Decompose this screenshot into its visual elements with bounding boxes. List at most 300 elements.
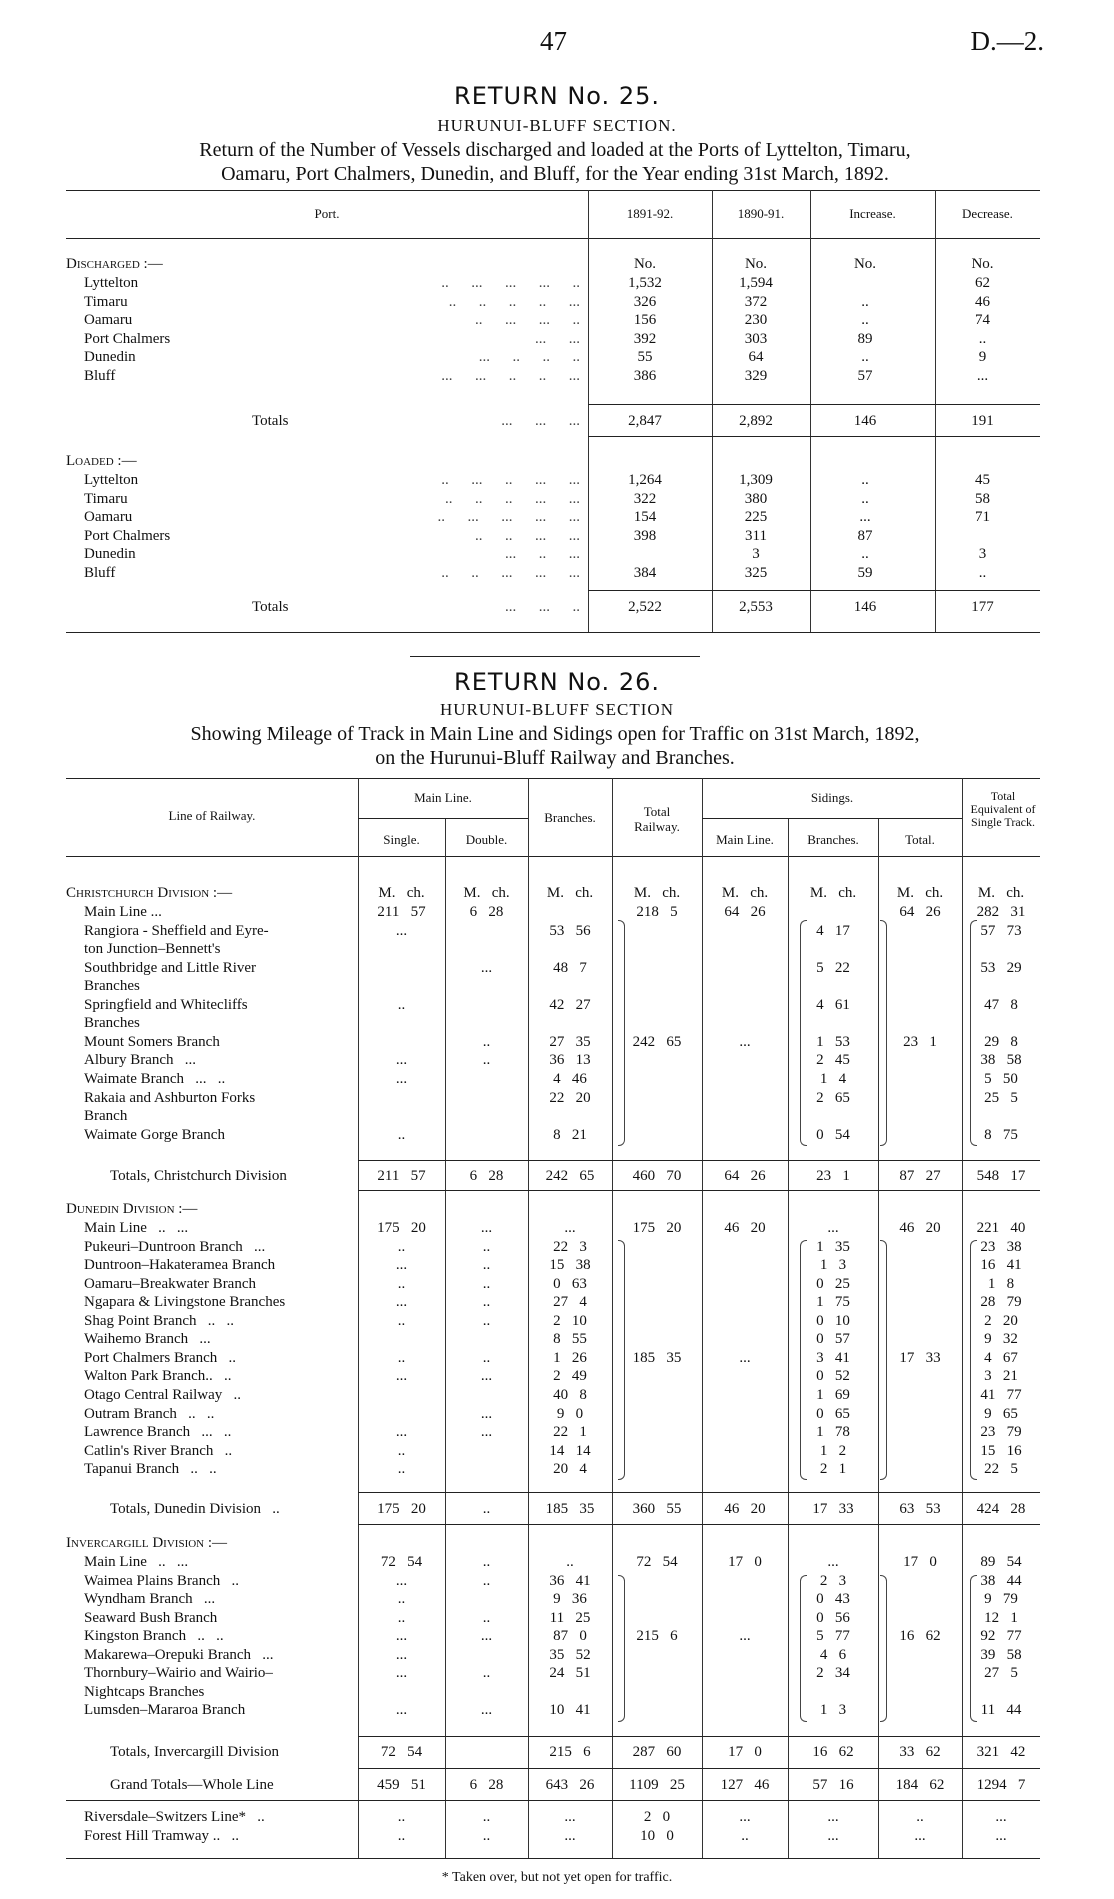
dunedin-sbr: 1 75 [816, 1294, 850, 1311]
loaded-inc: 87 [857, 527, 873, 544]
discharged-dec: 62 [975, 275, 990, 291]
invercargill-single: .. [397, 1591, 406, 1608]
leader-dots: .. ... ... ... .. [441, 275, 580, 291]
totals-rule [358, 1524, 1040, 1525]
loaded-dec: 71 [975, 509, 990, 526]
dunedin-line-name: Waihemo Branch ... [84, 1331, 211, 1348]
loaded-inc: 59 [857, 565, 873, 581]
loaded-total-dec: 177 [971, 599, 994, 615]
header-bottom-rule [66, 238, 1040, 239]
dunedin-line-name: Otago Central Railway .. [84, 1386, 242, 1403]
column-divider [712, 190, 713, 632]
unit-label: M. ch. [809, 885, 857, 901]
header-total-railway: Total Railway. [634, 804, 680, 834]
dunedin-equiv: 9 65 [984, 1405, 1018, 1422]
discharged-inc: 89 [857, 330, 873, 347]
header-sidings: Sidings. [810, 790, 854, 805]
dunedin-single: .. [397, 1238, 406, 1255]
dunedin-sbr: 2 1 [819, 1461, 847, 1478]
dunedin-single: ... [395, 1294, 408, 1311]
header-double: Double. [465, 832, 508, 847]
dunedin-division-label: Dunedin Division :— [66, 1201, 198, 1217]
extra-line-total: 10 0 [640, 1828, 674, 1844]
dunedin-equiv: 23 38 [980, 1238, 1022, 1255]
dunedin-line-name: Oamaru–Breakwater Branch [84, 1275, 257, 1292]
dunedin-equiv: 16 41 [980, 1257, 1022, 1274]
dunedin-line-name: Tapanui Branch .. .. [84, 1461, 217, 1478]
equivalent-brace [970, 1575, 977, 1722]
christchurch-equiv: 57 73 [980, 922, 1022, 939]
unit-label: No. [744, 256, 768, 272]
dunedin-single: .. [397, 1461, 406, 1478]
dunedin-equiv: 3 21 [984, 1368, 1018, 1385]
grand-totals-smain: 127 46 [720, 1777, 770, 1793]
christchurch-sbr: 0 54 [816, 1126, 850, 1143]
invercargill-branches: 87 0 [553, 1628, 587, 1645]
return-26-description-2: on the Hurunui-Bluff Railway and Branches. [375, 747, 735, 769]
christchurch-sbr: 1 4 [819, 1070, 847, 1087]
invercargill-totals-total: 287 60 [632, 1744, 682, 1760]
return-25-description-2: Oamaru, Port Chalmers, Dunedin, and Bluff, for the Year ending 31st March, 1892. [221, 163, 889, 185]
invercargill-double: .. [482, 1609, 491, 1626]
leader-dots: ... ... .. .. ... [441, 368, 580, 384]
loaded-y1: 322 [633, 490, 657, 507]
loaded-y2: 3 [752, 546, 760, 563]
dunedin-stot: 17 33 [899, 1349, 941, 1366]
discharged-dec: 46 [975, 293, 990, 310]
dunedin-sbr: 0 52 [816, 1368, 850, 1385]
discharged-total-y2: 2,892 [739, 413, 773, 429]
sidings-brace [800, 1575, 807, 1722]
christchurch-sbr: 2 65 [816, 1089, 850, 1106]
invercargill-totals-equiv: 321 42 [976, 1744, 1026, 1760]
invercargill-sbr: ... [827, 1554, 839, 1570]
christchurch-total: 218 5 [636, 904, 678, 920]
invercargill-division-label: Invercargill Division :— [66, 1535, 228, 1551]
invercargill-line-name: Wyndham Branch ... [84, 1591, 216, 1608]
christchurch-branches: 27 35 [549, 1033, 591, 1050]
dunedin-total: 185 35 [632, 1349, 682, 1366]
invercargill-totals-stot: 33 62 [899, 1744, 941, 1760]
unit-label: No. [633, 256, 657, 272]
invercargill-line-name: Lumsden–Mararoa Branch [84, 1702, 246, 1719]
loaded-y1: 398 [633, 527, 657, 544]
unit-label: M. ch. [896, 885, 944, 901]
christchurch-line-name: Albury Branch ... [84, 1052, 197, 1069]
unit-label: No. [971, 256, 994, 272]
return-26-section: HURUNUI-BLUFF SECTION [440, 700, 674, 719]
discharged-total-dec: 191 [971, 413, 994, 429]
christchurch-equiv: 29 8 [984, 1033, 1018, 1050]
invercargill-totals-single: 72 54 [380, 1744, 423, 1760]
dunedin-equiv: 22 5 [984, 1461, 1018, 1478]
christchurch-sbr: 4 61 [816, 996, 850, 1013]
discharged-dec: ... [976, 368, 989, 384]
dunedin-totals-stot: 63 53 [899, 1501, 941, 1517]
christchurch-smain: ... [739, 1033, 751, 1050]
dunedin-sbr: ... [827, 1220, 839, 1236]
invercargill-line-name: Seaward Bush Branch [84, 1609, 218, 1626]
grand-totals-equiv: 1294 7 [976, 1777, 1026, 1793]
totals-rule [358, 1736, 1040, 1737]
extra-line-sbr: ... [827, 1828, 839, 1844]
loaded-total-y2: 2,553 [739, 599, 773, 615]
extra-line-single: .. [397, 1809, 406, 1825]
discharged-dec: 74 [975, 312, 990, 329]
invercargill-totals-sbr: 16 62 [812, 1744, 854, 1760]
equivalent-brace [970, 920, 977, 1146]
christchurch-line-name: Rakaia and Ashburton Forks [84, 1089, 256, 1106]
christchurch-equiv: 53 29 [980, 959, 1022, 976]
invercargill-line-name: Waimea Plains Branch .. [84, 1572, 240, 1589]
header-main-line: Main Line. [414, 790, 472, 805]
christchurch-double: .. [482, 1033, 491, 1050]
return-25-description-1: Return of the Number of Vessels discharged and loaded at the Ports of Lyttelton, Timaru, [199, 139, 911, 161]
dunedin-branches: 9 0 [556, 1405, 584, 1422]
discharged-y2: 372 [744, 293, 768, 310]
table-top-rule [66, 778, 1040, 779]
page-number: 47 [540, 26, 567, 56]
dunedin-equiv: 1 8 [987, 1275, 1015, 1292]
sidings-total-brace [880, 1240, 887, 1480]
dunedin-double: .. [482, 1349, 491, 1366]
column-divider [935, 190, 936, 632]
invercargill-single: ... [395, 1628, 408, 1645]
invercargill-single: ... [395, 1646, 408, 1663]
extra-line-total: 2 0 [643, 1809, 671, 1825]
return-25-title: RETURN No. 25. [454, 82, 660, 110]
unit-label: M. ch. [378, 885, 425, 901]
discharged-port-name: Dunedin [84, 349, 136, 366]
dunedin-line-name: Port Chalmers Branch .. [84, 1349, 237, 1366]
loaded-port-name: Bluff [84, 565, 116, 581]
header-sidings-branches: Branches. [807, 832, 859, 847]
dunedin-sbr: 1 3 [819, 1257, 847, 1274]
dunedin-double: ... [480, 1220, 493, 1236]
return-25-section: HURUNUI-BLUFF SECTION. [437, 116, 677, 135]
christchurch-line-name: ton Junction–Bennett's [84, 941, 221, 958]
christchurch-totals-smain: 64 26 [724, 1168, 766, 1184]
leader-dots: ... .. ... [505, 546, 580, 563]
header-total-equivalent: Total Equivalent of Single Track. [970, 789, 1036, 829]
dunedin-branches: 8 55 [553, 1331, 587, 1348]
table-bottom-rule [66, 632, 1040, 633]
loaded-port-name: Dunedin [84, 546, 136, 563]
extra-line-branches: ... [564, 1809, 576, 1825]
total-brace [618, 920, 625, 1146]
discharged-y2: 1,594 [739, 275, 773, 291]
sidings-total-brace [880, 1575, 887, 1722]
invercargill-sbr: 0 56 [816, 1609, 850, 1626]
discharged-inc: .. [861, 312, 869, 329]
dunedin-totals-total: 360 55 [632, 1501, 682, 1517]
invercargill-sbr: 4 6 [819, 1646, 847, 1663]
invercargill-line-name: Makarewa–Orepuki Branch ... [84, 1646, 274, 1663]
leader-dots: .. ... .. ... ... [441, 472, 580, 488]
dunedin-double: ... [480, 1405, 493, 1422]
grand-totals-double: 6 28 [469, 1777, 504, 1793]
invercargill-double: ... [480, 1702, 493, 1719]
return-26-title: RETURN No. 26. [454, 668, 660, 696]
invercargill-stot: 16 62 [899, 1628, 941, 1645]
christchurch-branches: 22 20 [549, 1089, 591, 1106]
christchurch-branches: 48 7 [553, 959, 587, 976]
header-1890-91: 1890-91. [737, 206, 785, 221]
christchurch-sbr: 1 53 [816, 1033, 850, 1050]
header-bottom-rule [66, 856, 1040, 857]
header-sub-rule [702, 818, 962, 819]
sidings-brace [800, 1240, 807, 1480]
dunedin-equiv: 9 32 [984, 1331, 1018, 1348]
dunedin-totals-branches: 185 35 [545, 1501, 595, 1517]
christchurch-double: 6 28 [469, 904, 504, 920]
column-divider [588, 190, 589, 632]
invercargill-double: .. [482, 1554, 491, 1570]
totals-rule [358, 1160, 1040, 1161]
sidings-brace [800, 920, 807, 1146]
dunedin-sbr: 1 35 [816, 1238, 850, 1255]
invercargill-branches: 35 52 [549, 1646, 591, 1663]
invercargill-branches: 10 41 [549, 1702, 591, 1719]
loaded-y1: 384 [633, 565, 657, 581]
invercargill-single: 72 54 [380, 1554, 423, 1570]
christchurch-single: ... [395, 922, 408, 939]
christchurch-smain: 64 26 [724, 904, 766, 920]
extra-line-stot: ... [914, 1828, 926, 1844]
grand-totals-stot: 184 62 [895, 1777, 945, 1793]
christchurch-equiv: 5 50 [984, 1070, 1018, 1087]
loaded-y2: 225 [744, 509, 768, 526]
christchurch-branches: 36 13 [549, 1052, 591, 1069]
discharged-y1: 55 [637, 349, 653, 366]
dunedin-branches: 2 10 [553, 1312, 587, 1329]
header-line-of-railway: Line of Railway. [168, 808, 256, 823]
dunedin-equiv: 2 20 [984, 1312, 1018, 1329]
christchurch-equiv: 8 75 [984, 1126, 1018, 1143]
page-header [0, 26, 1114, 66]
invercargill-totals-smain: 17 0 [728, 1744, 762, 1760]
dunedin-double: .. [482, 1238, 491, 1255]
dunedin-total: 175 20 [632, 1220, 682, 1236]
column-divider [702, 778, 703, 1858]
dunedin-double: .. [482, 1275, 491, 1292]
invercargill-smain: ... [739, 1628, 751, 1645]
dunedin-branches: 1 26 [553, 1349, 587, 1366]
invercargill-equiv: 92 77 [980, 1628, 1022, 1645]
invercargill-equiv: 27 5 [984, 1665, 1018, 1682]
invercargill-equiv: 11 44 [980, 1702, 1022, 1719]
header-sidings-total: Total. [905, 832, 935, 847]
loaded-total-inc: 146 [853, 599, 877, 615]
invercargill-totals-line-name: Totals, Invercargill Division [110, 1744, 280, 1760]
discharged-y1: 386 [633, 368, 657, 384]
invercargill-equiv: 12 1 [984, 1609, 1018, 1626]
christchurch-line-name: Springfield and Whitecliffs [84, 996, 248, 1013]
christchurch-branches: 4 46 [553, 1070, 587, 1087]
christchurch-line-name: Main Line ... [84, 904, 162, 920]
dunedin-totals-double: .. [482, 1501, 491, 1517]
invercargill-sbr: 1 3 [819, 1702, 847, 1719]
christchurch-stot: 23 1 [903, 1033, 937, 1050]
totals-rule [588, 436, 1040, 437]
loaded-y2: 325 [744, 565, 768, 581]
christchurch-branches: 8 21 [553, 1126, 587, 1143]
dunedin-double: .. [482, 1312, 491, 1329]
christchurch-equiv: 47 8 [984, 996, 1018, 1013]
discharged-y1: 392 [633, 330, 657, 347]
dunedin-single: ... [395, 1424, 408, 1441]
column-divider [810, 190, 811, 632]
christchurch-single: 211 57 [377, 904, 426, 920]
extra-line-double: .. [482, 1809, 491, 1825]
invercargill-equiv: 9 79 [984, 1591, 1018, 1608]
dunedin-single: .. [397, 1275, 406, 1292]
christchurch-sbr: 5 22 [816, 959, 850, 976]
discharged-port-name: Bluff [84, 368, 116, 384]
grand-totals-sbr: 57 16 [812, 1777, 854, 1793]
dunedin-branches: 14 14 [549, 1442, 591, 1459]
dunedin-sbr: 1 2 [819, 1442, 847, 1459]
discharged-dec: .. [978, 330, 987, 347]
dunedin-single: ... [395, 1257, 408, 1274]
column-divider [612, 778, 613, 1858]
dunedin-smain: 46 20 [724, 1220, 766, 1236]
loaded-y2: 311 [745, 527, 767, 544]
dunedin-single: 175 20 [377, 1220, 426, 1236]
equivalent-brace [970, 1240, 977, 1480]
extra-line-sbr: ... [827, 1809, 839, 1825]
loaded-dec: 45 [975, 472, 990, 488]
extra-line-equiv: ... [995, 1809, 1007, 1825]
totals-rule [358, 1768, 1040, 1769]
dunedin-line-name: Pukeuri–Duntroon Branch ... [84, 1238, 266, 1255]
dunedin-totals-smain: 46 20 [724, 1501, 766, 1517]
loaded-port-name: Oamaru [84, 509, 133, 526]
discharged-inc: 57 [857, 368, 873, 384]
christchurch-equiv: 38 58 [980, 1052, 1022, 1069]
dunedin-line-name: Walton Park Branch.. .. [84, 1368, 232, 1385]
invercargill-equiv: 38 44 [980, 1572, 1022, 1589]
invercargill-branches: 9 36 [553, 1591, 587, 1608]
dunedin-branches: 40 8 [553, 1386, 587, 1403]
dunedin-branches: 20 4 [553, 1461, 587, 1478]
leader-dots: ... .. .. .. [478, 349, 580, 366]
leader-dots: .. .. ... ... ... [441, 565, 580, 581]
dunedin-single: ... [395, 1368, 408, 1385]
invercargill-smain: 17 0 [728, 1554, 762, 1570]
invercargill-double: .. [482, 1572, 491, 1589]
header-port: Port. [314, 206, 340, 221]
dunedin-totals-equiv: 424 28 [976, 1501, 1026, 1517]
dunedin-single: .. [397, 1349, 406, 1366]
discharged-port-name: Oamaru [84, 312, 133, 329]
invercargill-stot: 17 0 [903, 1554, 937, 1570]
grand-totals-line-name: Grand Totals—Whole Line [110, 1777, 274, 1793]
dunedin-equiv: 41 77 [980, 1386, 1022, 1403]
christchurch-double: ... [480, 959, 493, 976]
footnote: * Taken over, but not yet open for traffic. [441, 1870, 673, 1885]
christchurch-double: .. [482, 1052, 491, 1069]
christchurch-totals-double: 6 28 [469, 1168, 504, 1184]
totals-label: Totals [252, 413, 289, 429]
leader-dots: ... ... [535, 330, 580, 347]
unit-label: M. ch. [721, 885, 769, 901]
loaded-y2: 380 [744, 490, 768, 507]
dunedin-branches: 2 49 [553, 1368, 587, 1385]
total-brace [618, 1240, 625, 1480]
christchurch-equiv: 282 31 [976, 904, 1026, 920]
totals-rule [588, 404, 1040, 405]
dunedin-sbr: 1 78 [816, 1424, 850, 1441]
christchurch-totals-branches: 242 65 [545, 1168, 595, 1184]
discharged-y2: 329 [744, 368, 768, 384]
discharged-y1: 156 [633, 312, 657, 329]
invercargill-branches: 24 51 [549, 1665, 591, 1682]
christchurch-single: ... [395, 1052, 408, 1069]
dunedin-totals-single: 175 20 [377, 1501, 426, 1517]
christchurch-division-label: Christchurch Division :— [66, 885, 233, 901]
extra-line-smain: ... [739, 1809, 751, 1825]
christchurch-total: 242 65 [632, 1033, 682, 1050]
extra-line-stot: .. [916, 1809, 924, 1825]
leader-dots: ... ... ... [501, 413, 580, 429]
christchurch-totals-equiv: 548 17 [976, 1168, 1026, 1184]
leader-dots: .. ... ... .. [475, 312, 580, 329]
invercargill-sbr: 2 3 [819, 1572, 847, 1589]
invercargill-single: .. [397, 1609, 406, 1626]
table-bottom-rule [66, 1858, 1040, 1859]
christchurch-totals-total: 460 70 [632, 1168, 682, 1184]
grand-totals-rule [66, 1800, 1040, 1801]
christchurch-sbr: 2 45 [816, 1052, 850, 1069]
return-26-description-1: Showing Mileage of Track in Main Line and Sidings open for Traffic on 31st March, 1892, [190, 723, 920, 745]
unit-label: M. ch. [977, 885, 1025, 901]
invercargill-equiv: 39 58 [980, 1646, 1022, 1663]
dunedin-totals-line-name: Totals, Dunedin Division .. [110, 1501, 280, 1517]
dunedin-line-name: Main Line .. ... [84, 1220, 189, 1236]
invercargill-sbr: 0 43 [816, 1591, 850, 1608]
christchurch-totals-single: 211 57 [377, 1168, 426, 1184]
header-branches: Branches. [544, 810, 596, 825]
loaded-inc: ... [859, 509, 871, 526]
invercargill-line-name: Thornbury–Wairio and Wairio– [84, 1665, 273, 1682]
dunedin-double: .. [482, 1294, 491, 1311]
dunedin-smain: ... [739, 1349, 751, 1366]
discharged-y2: 303 [744, 330, 768, 347]
header-decrease: Decrease. [962, 206, 1013, 221]
dunedin-sbr: 0 10 [816, 1312, 850, 1329]
invercargill-equiv: 89 54 [980, 1554, 1022, 1570]
dunedin-sbr: 0 65 [816, 1405, 850, 1422]
christchurch-line-name: Branches [84, 978, 140, 995]
discharged-y1: 326 [633, 293, 657, 310]
invercargill-single: ... [395, 1572, 408, 1589]
header-sidings-main-line: Main Line. [716, 832, 774, 847]
christchurch-branches: 53 56 [549, 922, 591, 939]
christchurch-totals-stot: 87 27 [899, 1168, 941, 1184]
dunedin-branches: 22 1 [553, 1424, 587, 1441]
extra-line-branches: ... [564, 1828, 576, 1844]
header-1891-92: 1891-92. [626, 206, 674, 221]
loaded-y1: 1,264 [628, 472, 662, 488]
dunedin-sbr: 0 25 [816, 1275, 850, 1292]
loaded-inc: .. [861, 546, 869, 563]
invercargill-total: 72 54 [636, 1554, 678, 1570]
grand-totals-branches: 643 26 [545, 1777, 595, 1793]
total-brace [618, 1575, 625, 1722]
christchurch-single: .. [397, 1126, 406, 1143]
unit-label: M. ch. [463, 885, 510, 901]
